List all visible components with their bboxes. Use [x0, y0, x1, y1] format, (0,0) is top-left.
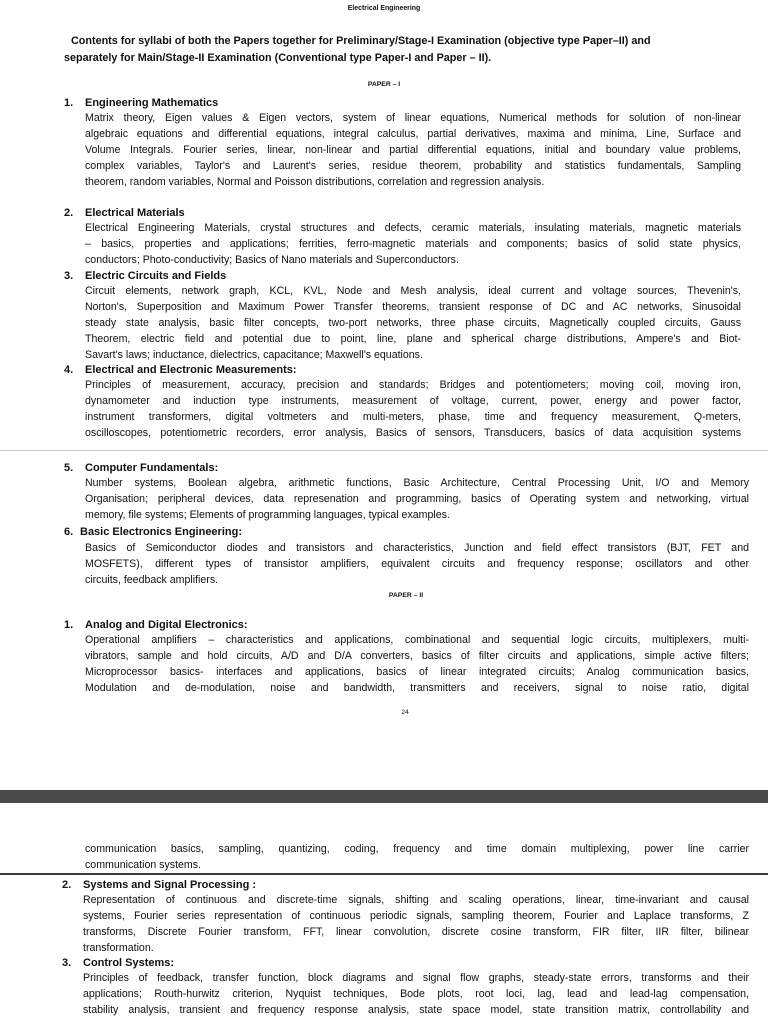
section-number: 6.	[64, 526, 74, 538]
section-line: instrument transformers, digital voltmeters and multi-meters, phase, time and frequency measurement, Q-meters,	[85, 411, 741, 423]
section-number: 4.	[64, 364, 74, 376]
section-line: algebraic equations and differential equations, integral calculus, partial derivatives, maxima and minima, Line, Surface and	[85, 128, 741, 140]
section-line: stability analysis, transient and frequency response analysis, state space model, state transition matrix, controllability and	[83, 1004, 749, 1016]
section-body	[85, 632, 749, 696]
section-line: Principles of feedback, transfer function, block diagrams and signal flow graphs, steady-state errors, transforms and their	[83, 972, 749, 984]
section-number: 5.	[64, 462, 74, 474]
section-line: Basics of Semiconductor diodes and transistors and characteristics, Junction and field effect transistors (BJT, FET and	[85, 542, 749, 554]
section-body	[85, 220, 741, 268]
section-line: – basics, properties and applications; ferrities, ferro-magnetic materials and components; basics of solid state physics,	[85, 238, 741, 250]
screenshot-seam	[0, 450, 768, 451]
section-title: Analog and Digital Electronics:	[85, 619, 248, 631]
section-line: Matrix theory, Eigen values & Eigen vectors, system of linear equations, Numerical methods for solution of non-linear	[85, 112, 741, 124]
intro-line-2: separately for Main/Stage-II Examination (Conventional type Paper-I and Paper – II).	[64, 52, 492, 64]
section-title: Systems and Signal Processing :	[83, 879, 257, 891]
section-line: Principles of measurement, accuracy, precision and standards; Bridges and potentiometers; moving coil, moving iron,	[85, 379, 741, 391]
paper-2-heading: PAPER – II	[388, 592, 424, 599]
section-line: memory, file systems; Elements of programming languages, typical examples.	[85, 509, 450, 521]
section-line: transformation.	[83, 942, 154, 954]
continuation-line: communication basics, sampling, quantizing, coding, frequency and time domain multiplexing, power line carrier	[85, 843, 749, 855]
section-number: 3.	[62, 957, 72, 969]
section-body	[85, 110, 741, 190]
section-title: Computer Fundamentals:	[85, 462, 219, 474]
section-line: circuits, feedback amplifiers.	[85, 574, 219, 586]
page-number: 24	[401, 709, 409, 716]
section-line: Volume Integrals. Fourier series, linear, non-linear and partial differential equations, initial and boundary value problems,	[85, 144, 741, 156]
continuation-body	[85, 841, 749, 873]
section-line: applications; Routh-hurwitz criterion, Nyquist techniques, Bode plots, root loci, lag, lead and lead-lag compensation,	[83, 988, 749, 1000]
page-gap	[0, 790, 768, 803]
section-line: dynamometer and induction type instruments, measurement of voltage, current, power, energy and power factor,	[85, 395, 741, 407]
page-bottom	[0, 803, 768, 1024]
section-line: vibrators, sample and hold circuits, A/D and D/A converters, basics of filter circuits and applications, simple active filters;	[85, 650, 749, 662]
section-line: theorem, random variables, Normal and Poisson distributions, correlation and regression analysis.	[85, 176, 545, 188]
section-number: 2.	[64, 207, 74, 219]
section-line: systems, Fourier series representation of continuous periodic signals, sampling theorem, Fourier and Laplace transforms, Z	[83, 910, 749, 922]
section-body	[83, 892, 749, 956]
section-title: Engineering Mathematics	[85, 97, 219, 109]
section-number: 2.	[62, 879, 72, 891]
section-number: 1.	[64, 619, 74, 631]
section-body	[83, 970, 749, 1018]
section-line: transforms, Discrete Fourier transform, FFT, linear convolution, discrete cosine transform, FIR filter, IIR filter, bilinear	[83, 926, 749, 938]
screenshot-seam	[0, 873, 768, 875]
section-title: Basic Electronics Engineering:	[80, 526, 242, 538]
section-line: oscilloscopes, potentiometric recorders, error analysis, Basics of sensors, Transducers, basics of data acquisition systems	[85, 427, 741, 439]
section-body	[85, 283, 741, 363]
section-number: 1.	[64, 97, 74, 109]
section-line: Theorem, electric field and potential due to point, line, plane and spherical charge distributions, Ampere's and Biot-	[85, 333, 741, 345]
paper-1-heading: PAPER – I	[367, 81, 401, 88]
section-body	[85, 475, 749, 523]
section-title: Electric Circuits and Fields	[85, 270, 227, 282]
section-body	[85, 540, 749, 588]
section-line: conductors; Photo-conductivity; Basics of Nano materials and Superconductors.	[85, 254, 459, 266]
section-line: MOSFETS), different types of transistor amplifiers, equivalent circuits and frequency response; oscillators and other	[85, 558, 749, 570]
section-line: complex variables, Taylor's and Laurent's series, residue theorem, probability and statistics fundamentals, Sampling	[85, 160, 741, 172]
section-line: Electrical Engineering Materials, crystal structures and defects, ceramic materials, insulating materials, magnetic materials	[85, 222, 741, 234]
section-line: Circuit elements, network graph, KCL, KVL, Node and Mesh analysis, ideal current and voltage sources, Thevenin's,	[85, 285, 741, 297]
section-title: Electrical Materials	[85, 207, 185, 219]
section-line: Savart's laws; inductance, dielectrics, capacitance; Maxwell's equations.	[85, 349, 423, 361]
section-line: Number systems, Boolean algebra, arithmetic functions, Basic Architecture, Central Processing Unit, I/O and Memory	[85, 477, 749, 489]
intro-line-1: Contents for syllabi of both the Papers together for Preliminary/Stage-I Examination (objective type Paper–II) and	[71, 35, 651, 47]
section-line: steady state analysis, basic filter concepts, two-port networks, three phase circuits, Magnetically coupled circuits, Gauss	[85, 317, 741, 329]
section-line: Organisation; peripheral devices, data represenation and programming, basics of Operating system and networking, virtual	[85, 493, 749, 505]
section-line: Operational amplifiers – characteristics and applications, combinational and sequential logic circuits, multiplexers, multi-	[85, 634, 749, 646]
section-number: 3.	[64, 270, 74, 282]
section-title: Electrical and Electronic Measurements:	[85, 364, 297, 376]
section-title: Control Systems:	[83, 957, 175, 969]
section-line: Norton's, Superposition and Maximum Power Transfer theorems, transient response of DC and AC networks, Sinusoidal	[85, 301, 741, 313]
section-body	[85, 377, 741, 441]
section-line: Microprocessor basics- interfaces and applications, basics of linear integrated circuits; Analog communication basics,	[85, 666, 749, 678]
section-line: Representation of continuous and discrete-time signals, shifting and scaling operations, linear, time-invariant and causal	[83, 894, 749, 906]
page-title: Electrical Engineering	[347, 5, 421, 12]
section-line: Modulation and de-modulation, noise and bandwidth, transmitters and receivers, signal to noise ratio, digital	[85, 682, 749, 694]
continuation-line: communication systems.	[85, 859, 201, 871]
